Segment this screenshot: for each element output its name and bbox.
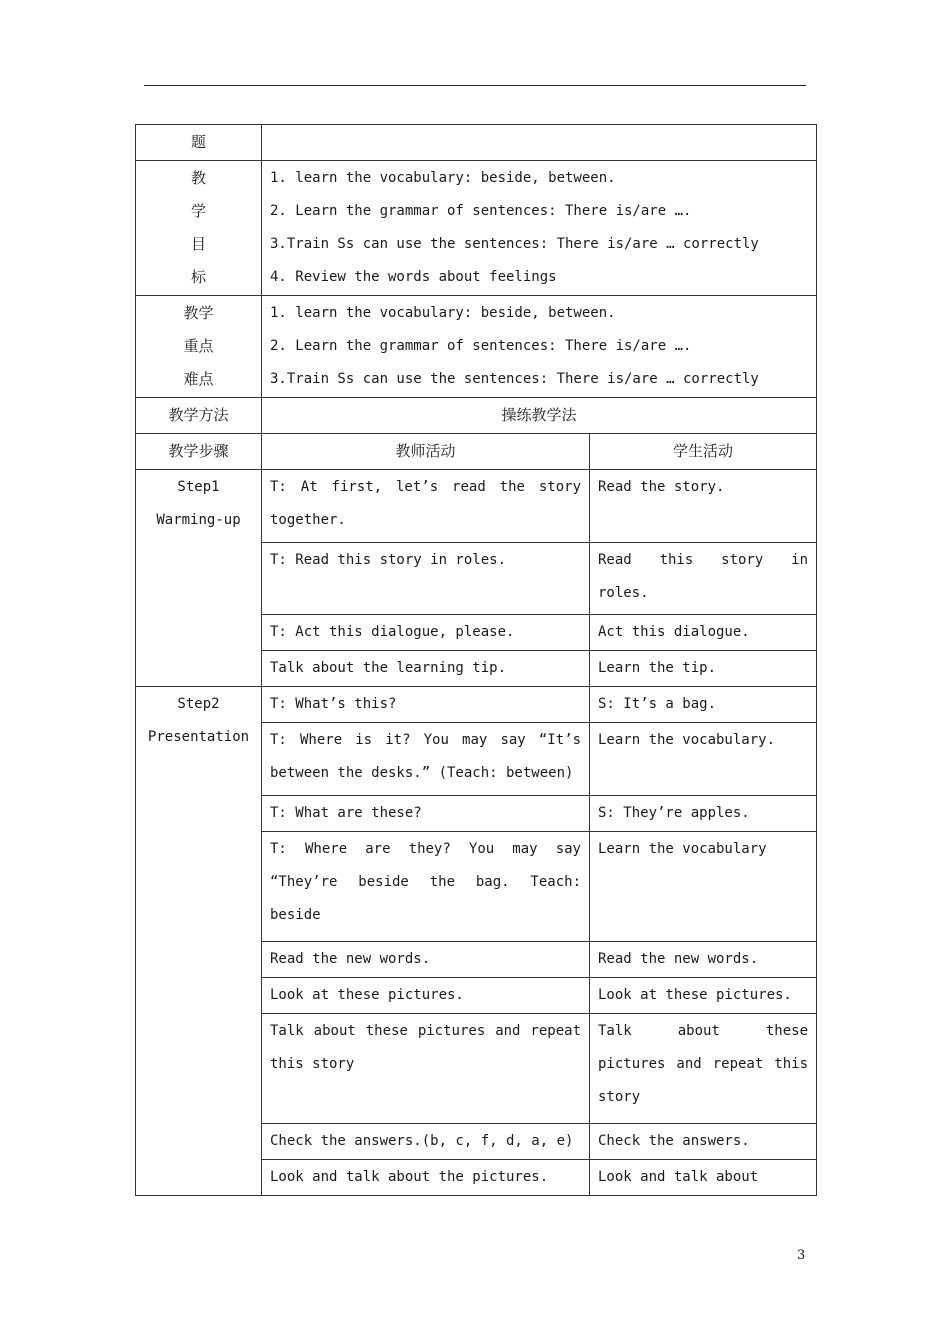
method-row <box>136 398 817 434</box>
topic-row <box>136 125 817 161</box>
objective-item: 1. learn the vocabulary: beside, between. <box>270 170 616 186</box>
key-points-label <box>136 296 262 398</box>
step2-label <box>136 687 262 1196</box>
key-points-label-line: 重点 <box>183 337 214 355</box>
teacher-activity: Look and talk about the pictures. <box>262 1160 590 1196</box>
student-activity: Read this story in roles. <box>590 543 817 615</box>
student-activity: Look at these pictures. <box>590 978 817 1014</box>
teacher-activity: T: What are these? <box>262 796 590 832</box>
objectives-label-char: 目 <box>190 235 206 253</box>
objectives-label-char: 学 <box>190 202 206 220</box>
key-points-list <box>262 296 817 398</box>
steps-column-header: 教学步骤 <box>136 434 262 470</box>
student-activity: Check the answers. <box>590 1124 817 1160</box>
column-header-row <box>136 434 817 470</box>
teacher-activity: Look at these pictures. <box>262 978 590 1014</box>
topic-value <box>262 125 817 161</box>
teacher-activity: T: At first, let’s read the story together. <box>262 470 590 543</box>
teacher-activity: T: What’s this? <box>262 687 590 723</box>
student-activity: S: It’s a bag. <box>590 687 817 723</box>
student-activity: S: They’re apples. <box>590 796 817 832</box>
student-activity: Learn the tip. <box>590 651 817 687</box>
student-activity: Read the story. <box>590 470 817 543</box>
teacher-activity: T: Where is it? You may say “It’s between the desks.” (Teach: between) <box>262 723 590 796</box>
page-number: 3 <box>797 1248 806 1263</box>
key-points-label-line: 教学 <box>183 304 214 322</box>
student-activity: Learn the vocabulary <box>590 832 817 942</box>
step-title: Presentation <box>147 729 250 745</box>
key-point-item: 3.Train Ss can use the sentences: There is/are … correctly <box>270 371 759 387</box>
activity-row <box>136 470 817 543</box>
objective-item: 3.Train Ss can use the sentences: There is/are … correctly <box>270 236 759 252</box>
student-activity: Talk about these pictures and repeat this story <box>590 1014 817 1124</box>
student-activity: Act this dialogue. <box>590 615 817 651</box>
key-points-row <box>136 296 817 398</box>
objective-item: 4. Review the words about feelings <box>270 269 557 285</box>
teacher-activity: Read the new words. <box>262 942 590 978</box>
step1-label <box>136 470 262 687</box>
activity-row <box>136 687 817 723</box>
student-activity: Look and talk about <box>590 1160 817 1196</box>
teacher-activity: Talk about these pictures and repeat this story <box>262 1014 590 1124</box>
teacher-activity: Check the answers.(b, c, f, d, a, e) <box>262 1124 590 1160</box>
step-number: Step1 <box>177 479 220 495</box>
student-activity: Read the new words. <box>590 942 817 978</box>
objective-item: 2. Learn the grammar of sentences: There is/are …. <box>270 203 692 219</box>
objectives-label-char: 标 <box>190 268 206 286</box>
key-point-item: 1. learn the vocabulary: beside, between. <box>270 305 616 321</box>
teacher-activity: T: Read this story in roles. <box>262 543 590 615</box>
student-column-header: 学生活动 <box>590 434 817 470</box>
teacher-activity: T: Where are they? You may say “They’re beside the bag. Teach: beside <box>262 832 590 942</box>
objectives-list <box>262 161 817 296</box>
objectives-label <box>136 161 262 296</box>
method-value: 操练教学法 <box>262 398 817 434</box>
header-rule <box>144 85 806 86</box>
objectives-row <box>136 161 817 296</box>
teacher-activity: T: Act this dialogue, please. <box>262 615 590 651</box>
topic-label: 题 <box>136 125 262 161</box>
key-point-item: 2. Learn the grammar of sentences: There is/are …. <box>270 338 692 354</box>
teacher-column-header: 教师活动 <box>262 434 590 470</box>
step-title: Warming-up <box>156 512 241 528</box>
student-activity: Learn the vocabulary. <box>590 723 817 796</box>
objectives-label-char: 教 <box>190 169 206 187</box>
key-points-label-line: 难点 <box>183 370 214 388</box>
lesson-plan-table <box>135 124 817 1196</box>
method-label: 教学方法 <box>136 398 262 434</box>
step-number: Step2 <box>177 696 220 712</box>
teacher-activity: Talk about the learning tip. <box>262 651 590 687</box>
